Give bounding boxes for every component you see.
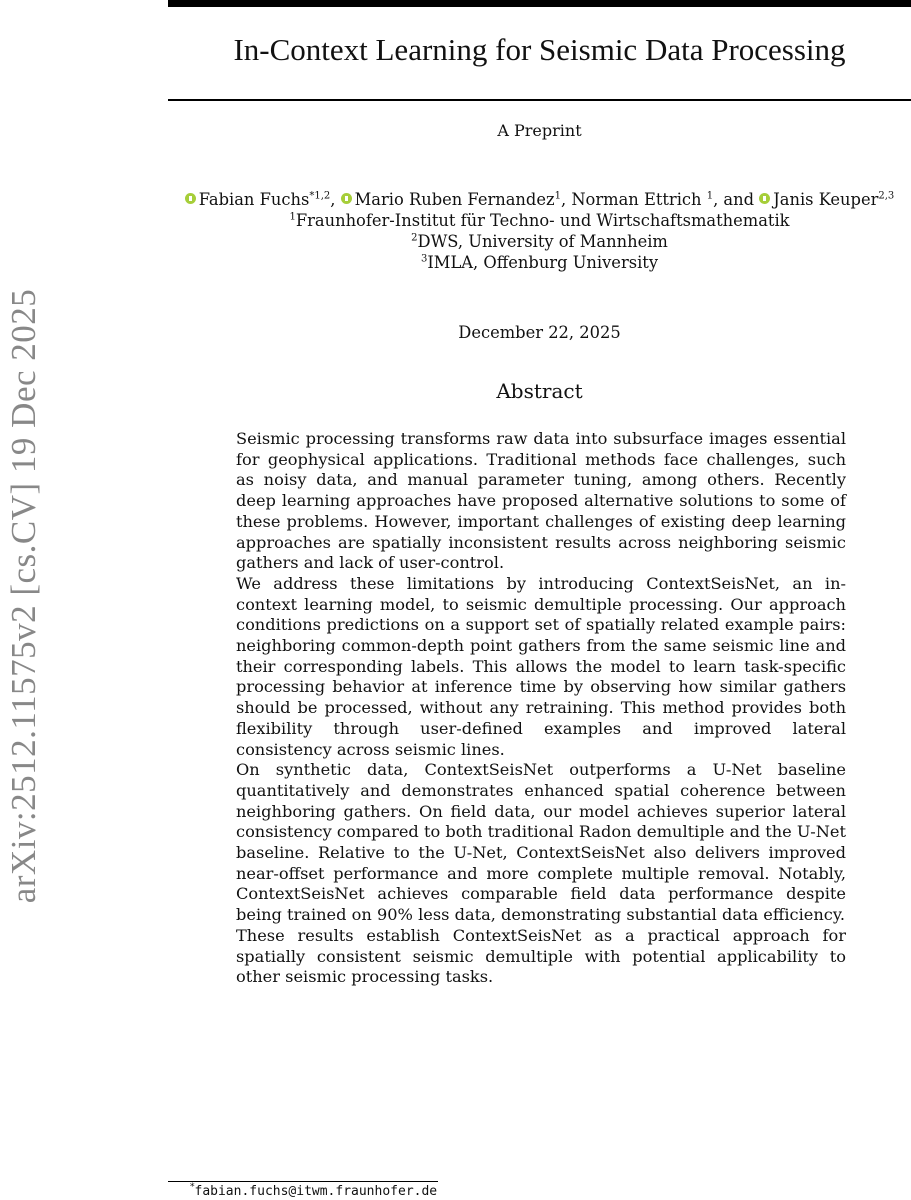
arxiv-identifier: arXiv:2512.11575v2 [cs.CV] 19 Dec 2025 [4, 288, 43, 904]
author-name: Fabian Fuchs [198, 190, 310, 209]
author-name: Janis Keuper [773, 190, 879, 209]
author-sup: 2,3 [878, 190, 895, 202]
affiliation-text: IMLA, Offenburg University [427, 253, 659, 272]
affiliation-text: DWS, University of Mannheim [417, 232, 668, 251]
abstract-paragraph: We address these limitations by introducing ContextSeisNet, an in-context learning model, to seismic demultiple processing. Our approach conditions predictions on a support set of spatially related example pairs: neighboring common-depth point gathers from the same seismic line and their corresponding labels. This allows the model to learn task-specific processing behavior at inference time by observing how similar gathers should be processed, without any retraining. This method provides both flexibility through user-defined examples and improved lateral consistency across seismic lines. [236, 573, 846, 759]
abstract-body [236, 429, 846, 988]
author-separator: , [560, 190, 567, 209]
footnote-marker: * [190, 1182, 195, 1193]
author-separator: , [330, 190, 336, 209]
footnote-email[interactable]: fabian.fuchs@itwm.fraunhofer.de [194, 1184, 438, 1199]
abstract-heading: Abstract [496, 379, 583, 403]
abstract-paragraph: On synthetic data, ContextSeisNet outperforms a U-Net baseline quantitatively and demonstrates enhanced spatial coherence between neighboring gathers. On field data, our model achieves superior lateral consistency compared to both traditional Radon demultiple and the U-Net baseline. Relative to the U-Net, ContextSeisNet also delivers improved near-offset performance and more complete multiple removal. Notably, ContextSeisNet achieves comparable field data performance despite being trained on 90% less data, demonstrating substantial data efficiency. [236, 760, 846, 925]
title-rule [168, 99, 911, 101]
affiliation-text: Fraunhofer-Institut für Techno- und Wirtschaftsmathematik [295, 211, 790, 230]
affiliation [168, 210, 911, 231]
orcid-icon[interactable] [185, 193, 196, 204]
affiliation [168, 252, 911, 273]
author-name: Mario Ruben Fernandez [354, 190, 555, 209]
author-block [168, 189, 911, 273]
author-sup: *1,2 [309, 190, 331, 202]
arxiv-side-stamp [0, 0, 50, 1200]
affiliation-sup: 1 [289, 211, 296, 223]
footnote-rule [168, 1181, 438, 1182]
affiliation-sup: 2 [411, 232, 418, 244]
orcid-icon[interactable] [759, 193, 770, 204]
abstract-paragraph: These results establish ContextSeisNet as a practical approach for spatially consistent seismic demultiple with potential applicability to other seismic processing tasks. [236, 925, 846, 987]
author-name: Norman Ettrich [571, 190, 702, 209]
top-rule [168, 0, 911, 7]
author-sup: 1 [554, 190, 561, 202]
publication-date: December 22, 2025 [458, 323, 621, 342]
affiliation-sup: 3 [420, 253, 428, 265]
paper-title: In-Context Learning for Seismic Data Processing [233, 32, 846, 67]
footnote [190, 1184, 437, 1199]
orcid-icon[interactable] [341, 193, 352, 204]
author-sup: 1 [706, 190, 714, 202]
author-separator: , and [713, 190, 755, 209]
preprint-label: A Preprint [497, 121, 582, 140]
abstract-paragraph: Seismic processing transforms raw data into subsurface images essential for geophysical applications. Traditional methods face challenges, such as noisy data, and manual parameter tuning, among others. Recently deep learning approaches have proposed alternative solutions to some of these problems. However, important challenges of existing deep learning approaches are spatially inconsistent results across neighboring seismic gathers and lack of user-control. [236, 429, 846, 573]
author-line [168, 189, 911, 210]
affiliation [168, 231, 911, 252]
